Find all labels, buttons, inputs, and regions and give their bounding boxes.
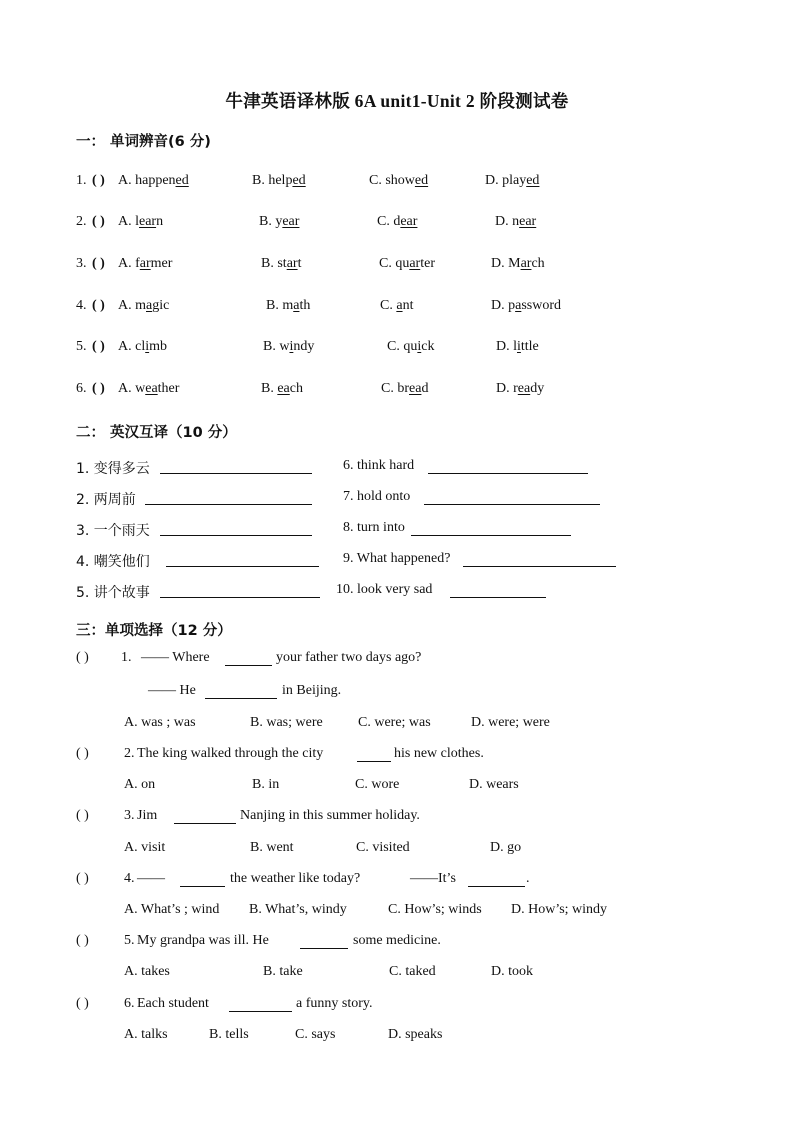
answer-paren: ( ) <box>92 298 105 313</box>
choice-option: B. was; were <box>250 715 323 730</box>
english-phrase: 10. look very sad <box>336 582 433 597</box>
answer-blank <box>450 585 546 598</box>
question-text: his new clothes. <box>394 746 484 761</box>
option-text: ndy <box>293 339 315 354</box>
answer-paren: ( ) <box>92 256 105 271</box>
underlined-letters: ear <box>519 214 537 229</box>
phonics-option <box>387 339 434 355</box>
question-text: a funny story. <box>296 996 373 1011</box>
answer-blank <box>463 554 616 567</box>
underlined-letters: i <box>417 339 422 354</box>
phonics-option <box>252 173 306 189</box>
choice-option: A. takes <box>124 964 170 979</box>
chinese-phrase: 1. 变得多云 <box>76 461 150 477</box>
option-text: B. st <box>261 256 287 271</box>
underlined-letters: ear <box>282 214 300 229</box>
page-title: 牛津英语译林版 6A unit1-Unit 2 阶段测试卷 <box>225 91 569 111</box>
section1-heading: 一： 单词辨音(6 分) <box>76 134 211 150</box>
question-number: 5. <box>76 339 87 354</box>
option-text: ttle <box>520 339 539 354</box>
phonics-option <box>381 381 428 397</box>
question-number: 6. <box>76 381 87 396</box>
choice-option: C. were; was <box>358 715 431 730</box>
option-text: n <box>156 214 164 229</box>
phonics-option <box>369 173 428 189</box>
phonics-option <box>118 381 179 397</box>
option-text: D. r <box>496 381 518 396</box>
question-text: some medicine. <box>353 933 441 948</box>
underlined-letters: ar <box>286 256 298 271</box>
english-phrase: 6. think hard <box>343 458 415 473</box>
answer-paren: ( ) <box>76 996 89 1011</box>
option-text: C. d <box>377 214 401 229</box>
choice-option: A. talks <box>124 1027 168 1042</box>
choice-option: C. taked <box>389 964 436 979</box>
answer-blank <box>229 999 292 1012</box>
choice-option: D. go <box>490 840 522 855</box>
choice-option: D. speaks <box>388 1027 443 1042</box>
underlined-letters: ar <box>520 256 532 271</box>
chinese-phrase: 3. 一个雨天 <box>76 523 150 539</box>
phonics-option <box>266 298 310 314</box>
answer-paren: ( ) <box>92 214 105 229</box>
option-text: A. cl <box>118 339 146 354</box>
answer-blank <box>468 874 525 887</box>
chinese-phrase: 2. 两周前 <box>76 492 136 508</box>
answer-blank <box>160 461 312 474</box>
option-text: ther <box>157 381 180 396</box>
answer-blank <box>145 492 312 505</box>
option-text: A. happen <box>118 173 176 188</box>
answer-paren: ( ) <box>76 808 89 823</box>
option-text: ck <box>421 339 435 354</box>
underlined-letters: ar <box>409 256 421 271</box>
option-text: A. w <box>118 381 146 396</box>
option-text: B. y <box>259 214 283 229</box>
answer-blank <box>300 936 348 949</box>
phonics-option <box>118 214 163 230</box>
question-text: —— <box>137 871 165 886</box>
choice-option: C. How’s; winds <box>388 902 482 917</box>
question-number: 4. <box>76 298 87 313</box>
underlined-letters: i <box>145 339 150 354</box>
answer-paren: ( ) <box>76 650 89 665</box>
choice-option: D. were; were <box>471 715 550 730</box>
underlined-letters: ed <box>526 173 540 188</box>
phonics-option <box>485 173 539 189</box>
choice-option: B. went <box>250 840 294 855</box>
choice-option: A. visit <box>124 840 166 855</box>
option-text: C. br <box>381 381 409 396</box>
choice-option: B. in <box>252 777 280 792</box>
choice-option: A. on <box>124 777 156 792</box>
option-text: A. f <box>118 256 140 271</box>
answer-paren: ( ) <box>92 339 105 354</box>
phonics-option <box>118 256 172 272</box>
answer-blank <box>411 523 571 536</box>
english-phrase: 8. turn into <box>343 520 405 535</box>
phonics-option <box>495 214 536 230</box>
phonics-option <box>491 256 545 272</box>
option-text: B. help <box>252 173 293 188</box>
question-text: . <box>526 871 530 886</box>
phonics-option <box>261 381 303 397</box>
option-text: gic <box>152 298 170 313</box>
english-phrase: 9. What happened? <box>343 551 451 566</box>
option-text: nt <box>402 298 414 313</box>
answer-blank <box>166 554 319 567</box>
choice-option: B. What’s, windy <box>249 902 347 917</box>
answer-paren: ( ) <box>76 871 89 886</box>
answer-paren: ( ) <box>92 381 105 396</box>
answer-blank <box>174 811 236 824</box>
phonics-option <box>496 381 544 397</box>
option-text: mb <box>149 339 167 354</box>
phonics-option <box>496 339 539 355</box>
question-text: The king walked through the city <box>137 746 324 761</box>
phonics-option <box>491 298 561 314</box>
option-text: D. play <box>485 173 527 188</box>
underlined-letters: ear <box>400 214 418 229</box>
option-text: C. qu <box>387 339 418 354</box>
question-text: ——It’s <box>410 871 456 886</box>
underlined-letters: ear <box>139 214 157 229</box>
answer-blank <box>424 492 600 505</box>
underlined-letters: i <box>289 339 294 354</box>
option-text: mer <box>150 256 173 271</box>
underlined-letters: ed <box>414 173 429 188</box>
choice-option: A. was ; was <box>124 715 196 730</box>
underlined-letters: ea <box>277 381 290 396</box>
option-text: C. qu <box>379 256 410 271</box>
phonics-option <box>379 256 435 272</box>
option-text: D. l <box>496 339 517 354</box>
underlined-letters: ar <box>139 256 151 271</box>
option-text: B. <box>261 381 278 396</box>
option-text: th <box>299 298 311 313</box>
phonics-option <box>261 256 301 272</box>
answer-paren: ( ) <box>76 933 89 948</box>
section3-heading: 三：单项选择（12 分） <box>76 623 232 639</box>
underlined-letters: a <box>515 298 522 313</box>
option-text: A. l <box>118 214 139 229</box>
option-text: B. m <box>266 298 294 313</box>
question-text: your father two days ago? <box>276 650 422 665</box>
english-phrase: 7. hold onto <box>343 489 411 504</box>
phonics-option <box>118 173 189 189</box>
question-number: 1. <box>76 173 87 188</box>
option-text: C. show <box>369 173 415 188</box>
question-number: 1. <box>121 650 132 665</box>
phonics-option <box>118 298 169 314</box>
answer-blank <box>428 461 588 474</box>
question-number: 3. <box>124 808 135 823</box>
underlined-letters: ed <box>292 173 306 188</box>
underlined-letters: a <box>146 298 153 313</box>
option-text: ch <box>289 381 303 396</box>
answer-blank <box>160 585 320 598</box>
question-text: in Beijing. <box>282 683 342 698</box>
underlined-letters: ed <box>175 173 189 188</box>
phonics-option <box>377 214 417 230</box>
option-text: ch <box>531 256 545 271</box>
question-text: Each student <box>137 996 209 1011</box>
option-text: C. <box>380 298 397 313</box>
option-text: D. p <box>491 298 516 313</box>
option-text: A. m <box>118 298 146 313</box>
choice-option: D. How’s; windy <box>511 902 608 917</box>
question-number: 4. <box>124 871 135 886</box>
choice-option: C. wore <box>355 777 400 792</box>
choice-option: D. wears <box>469 777 519 792</box>
underlined-letters: ea <box>145 381 158 396</box>
choice-option: C. visited <box>356 840 410 855</box>
question-number: 5. <box>124 933 135 948</box>
option-text: d <box>421 381 429 396</box>
underlined-letters: ea <box>409 381 422 396</box>
question-text: Jim <box>137 808 158 823</box>
choice-option: D. took <box>491 964 533 979</box>
option-text: dy <box>530 381 545 396</box>
option-text: ssword <box>521 298 562 313</box>
answer-blank <box>205 686 277 699</box>
option-text: t <box>297 256 302 271</box>
phonics-option <box>118 339 167 355</box>
question-number: 6. <box>124 996 135 1011</box>
choice-option: B. tells <box>209 1027 249 1042</box>
question-number: 2. <box>76 214 87 229</box>
answer-blank <box>160 523 312 536</box>
question-number: 3. <box>76 256 87 271</box>
answer-paren: ( ) <box>76 746 89 761</box>
option-text: ter <box>420 256 435 271</box>
underlined-letters: a <box>396 298 403 313</box>
underlined-letters: i <box>517 339 521 354</box>
chinese-phrase: 4. 嘲笑他们 <box>76 554 150 570</box>
question-number: 2. <box>124 746 135 761</box>
question-text: —— Where <box>141 650 210 665</box>
answer-blank <box>357 749 391 762</box>
question-text: the weather like today? <box>230 871 361 886</box>
option-text: D. n <box>495 214 520 229</box>
underlined-letters: a <box>293 298 300 313</box>
choice-option: A. What’s ; wind <box>124 902 220 917</box>
chinese-phrase: 5. 讲个故事 <box>76 585 150 601</box>
section2-heading: 二： 英汉互译（10 分） <box>76 425 237 441</box>
underlined-letters: ea <box>517 381 531 396</box>
phonics-option <box>380 298 413 314</box>
phonics-option <box>263 339 314 355</box>
question-text: Nanjing in this summer holiday. <box>240 808 420 823</box>
choice-option: B. take <box>263 964 303 979</box>
question-text: My grandpa was ill. He <box>137 933 269 948</box>
question-text: —— He <box>148 683 196 698</box>
option-text: D. M <box>491 256 521 271</box>
phonics-option <box>259 214 299 230</box>
option-text: B. w <box>263 339 290 354</box>
answer-blank <box>180 874 225 887</box>
answer-blank <box>225 653 272 666</box>
answer-paren: ( ) <box>92 173 105 188</box>
choice-option: C. says <box>295 1027 336 1042</box>
